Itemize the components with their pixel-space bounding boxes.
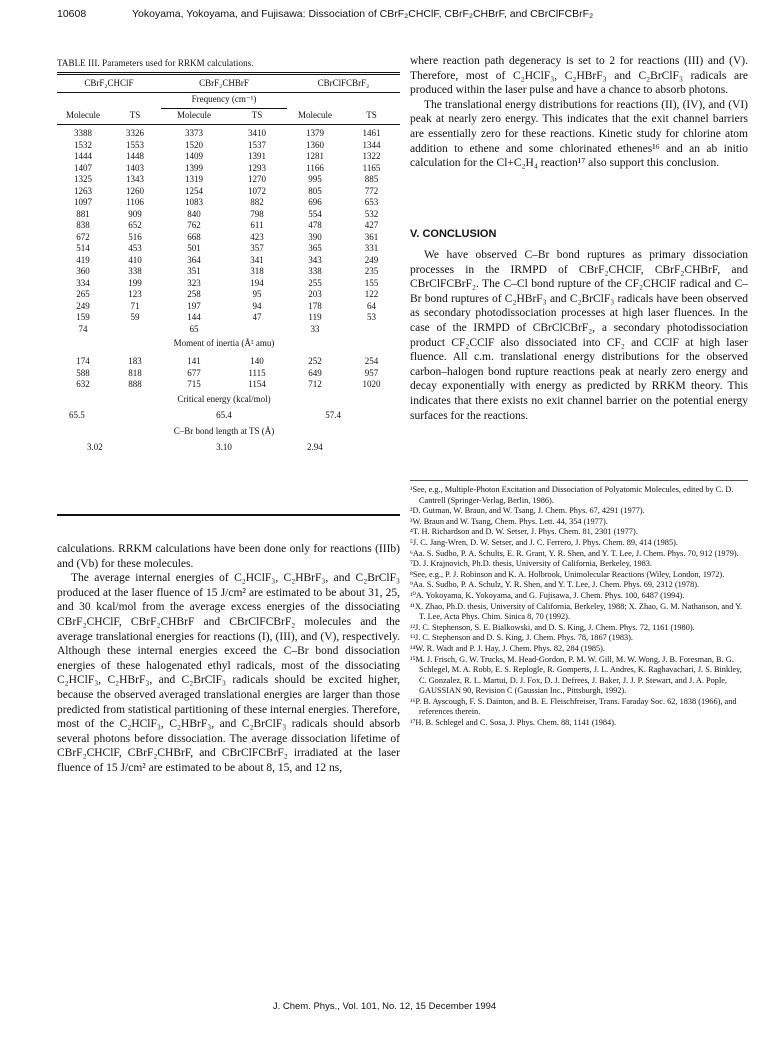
table-row <box>57 409 400 423</box>
frequency-value: 1293 <box>248 162 266 173</box>
frequency-value: 652 <box>128 220 142 230</box>
table-row <box>57 92 400 108</box>
critical-energy-value: 65.4 <box>216 409 232 420</box>
paragraph: where reaction path degeneracy is set to 2 for reactions (III) and (V). Therefore, most of C₂HClF₃, C₂HBrF₃ and C₂BrClF₃ radicals are produced within the laser pulse and have a chance to absorb photons. <box>410 55 748 97</box>
table-bottom-rule <box>57 514 400 516</box>
frequency-value: 360 <box>76 266 90 276</box>
table-caption: TABLE III. Parameters used for RRKM calculations. <box>57 58 254 68</box>
frequency-value: 885 <box>364 174 379 184</box>
frequency-value: 361 <box>364 231 379 242</box>
frequency-value: 203 <box>308 289 322 299</box>
frequency-value: 1097 <box>74 197 92 207</box>
reference-item: ⁹Aa. S. Sudbo, P. A. Schulz, Y. R. Shen, and Y. T. Lee, J. Chem. Phys. 69, 2312 (1978). <box>410 580 700 590</box>
inertia-value: 1115 <box>248 367 266 378</box>
frequency-value: 427 <box>364 220 379 230</box>
table-row <box>57 108 400 124</box>
frequency-value: 318 <box>250 266 264 276</box>
frequency-value: 122 <box>364 289 379 299</box>
frequency-value: 1409 <box>185 151 203 161</box>
table-row <box>57 379 400 391</box>
column-header: TS <box>227 108 287 124</box>
reference-item: ¹²J. C. Stephenson, S. E. Bialkowski, and D. S. King, J. Chem. Phys. 72, 1161 (1980). <box>410 622 695 632</box>
frequency-value: 1461 <box>362 128 381 138</box>
frequency-value: 1263 <box>74 185 92 196</box>
reference-item: ⁶Aa. S. Sudbo, P. A. Schults, E. R. Grant, Y. R. Shen, and Y. T. Lee, J. Chem. Phys. 70, 912 (1979). <box>410 548 739 558</box>
frequency-value: 882 <box>250 197 264 207</box>
page-number: 10608 <box>57 8 87 20</box>
frequency-value: 331 <box>364 243 379 253</box>
references-divider <box>410 480 748 481</box>
table-row <box>57 197 400 209</box>
table-row <box>57 140 400 152</box>
table-row <box>57 441 400 455</box>
frequency-value: 95 <box>252 289 262 299</box>
frequency-value <box>227 324 287 336</box>
frequency-value: 840 <box>187 208 201 219</box>
table-row <box>57 266 400 278</box>
table-row <box>57 423 400 441</box>
frequency-value: 1399 <box>185 162 203 173</box>
reference-item: ⁴T. H. Richardson and D. W. Setser, J. Phys. Chem. 81, 2301 (1977). <box>410 527 638 537</box>
frequency-value: 410 <box>128 254 142 265</box>
frequency-value: 611 <box>250 220 264 230</box>
frequency-value: 805 <box>308 185 322 196</box>
frequency-value: 1270 <box>248 174 266 184</box>
frequency-value: 419 <box>76 254 90 265</box>
section-heading: V. CONCLUSION <box>410 228 497 240</box>
frequency-value: 194 <box>250 277 264 288</box>
table-top-rule-2 <box>57 74 400 75</box>
frequency-value: 53 <box>367 312 376 322</box>
frequency-value: 995 <box>308 174 322 184</box>
rrkm-parameters-table <box>57 76 400 455</box>
table-row <box>57 128 400 140</box>
table-row <box>57 391 400 409</box>
paragraph: The translational energy distributions for reactions (II), (IV), and (VI) peak at nearly zero energy. This indicates that the exit channel barriers are essentially zero for these reactions. Kinetic study for chlorine atom addition to ethene and some chlorinated ethenes¹⁶ and an ab initio calculation for the Cl+C₂H₄ reaction¹⁷ also support this conclusion. <box>410 98 748 170</box>
inertia-value: 888 <box>128 379 142 389</box>
frequency-value: 1553 <box>126 139 144 150</box>
frequency-value: 74 <box>78 323 88 334</box>
frequency-value: 258 <box>187 289 201 299</box>
frequency-value: 338 <box>128 266 142 276</box>
critical-energy-value: 65.5 <box>69 409 85 420</box>
table-row <box>57 335 400 353</box>
table-cell <box>287 423 400 441</box>
frequency-value: 772 <box>364 185 379 196</box>
frequency-value: 532 <box>364 208 379 219</box>
inertia-value: 818 <box>128 367 142 378</box>
frequency-value: 59 <box>130 312 140 322</box>
inertia-value: 1020 <box>362 379 381 389</box>
frequency-value <box>343 324 400 336</box>
left-column-text <box>57 542 400 776</box>
table-cell <box>287 391 400 409</box>
table-cell <box>57 92 161 108</box>
inertia-value: 141 <box>187 356 201 366</box>
frequency-value: 1403 <box>126 162 144 173</box>
right-column-text <box>410 54 748 171</box>
frequency-header: Frequency (cm⁻¹) <box>161 92 287 108</box>
frequency-value: 255 <box>308 277 322 288</box>
frequency-value: 197 <box>187 300 201 311</box>
frequency-value: 265 <box>76 289 90 299</box>
table-cell <box>109 409 161 423</box>
frequency-value: 1444 <box>74 151 92 161</box>
reference-item: ¹¹X. Zhao, Ph.D. thesis, University of California, Berkeley, 1988; X. Zhao, G. M. Nathanson, and Y. T. Lee, Acta Phys. Chim. Sinica 8, 70 (1992). <box>410 601 743 622</box>
frequency-value: 1072 <box>248 185 266 196</box>
reference-item: ¹See, e.g., Multiple-Photon Excitation and Dissociation of Polyatomic Molecules, edited by C. D. Cantrell (Springer-Verlag, Berlin, 1986). <box>410 485 734 505</box>
frequency-value: 668 <box>187 231 201 242</box>
table-row <box>57 301 400 313</box>
table-row <box>57 255 400 267</box>
frequency-value: 65 <box>189 323 199 334</box>
molecule-header: CBrF₂CHBrF <box>161 76 287 92</box>
reference-item: ⁷D. J. Krajnovich, Ph.D. thesis, University of California, Berkeley, 1983. <box>410 559 653 569</box>
reference-item: ⁵J. C. Jang-Wren, D. W. Setser, and J. C. Ferrero, J. Phys. Chem. 89, 414 (1985). <box>410 537 678 547</box>
table-row <box>57 324 400 336</box>
frequency-value: 881 <box>76 208 90 219</box>
frequency-value: 909 <box>128 208 142 219</box>
frequency-value: 199 <box>128 277 142 288</box>
frequency-value: 1166 <box>306 162 324 173</box>
inertia-value: 588 <box>76 367 90 378</box>
frequency-value: 334 <box>76 277 90 288</box>
inertia-value: 140 <box>250 356 264 366</box>
bond-length-value: 3.10 <box>216 441 232 452</box>
frequency-value: 1325 <box>74 174 92 184</box>
frequency-value: 343 <box>308 254 322 265</box>
table-row <box>57 151 400 163</box>
molecule-header: CBrClFCBrF₂ <box>287 76 400 92</box>
frequency-value: 1360 <box>306 139 324 150</box>
inertia-value: 715 <box>187 379 201 389</box>
table-row <box>57 289 400 301</box>
reference-item: ¹³J. C. Stephenson and D. S. King, J. Chem. Phys. 78, 1867 (1983). <box>410 633 634 643</box>
table-row <box>57 163 400 175</box>
frequency-value: 94 <box>252 300 262 311</box>
reference-item: ³W. Braun and W. Tsang, Chem. Phys. Lett. 44, 354 (1977). <box>410 516 608 526</box>
frequency-value: 235 <box>364 266 379 276</box>
inertia-value: 677 <box>187 367 201 378</box>
frequency-value: 323 <box>187 277 201 288</box>
frequency-value: 762 <box>187 220 201 230</box>
frequency-value: 338 <box>308 266 322 276</box>
table-top-rule <box>57 72 400 73</box>
table-row <box>57 368 400 380</box>
reference-item: ¹⁶P. B. Ayscough, F. S. Dainton, and B. E. Fleischfreiser, Trans. Faraday Soc. 62, 1838 (1966), and references therein. <box>410 696 737 717</box>
frequency-value: 798 <box>250 208 264 219</box>
bond-length-header: C–Br bond length at TS (Å) <box>173 425 275 436</box>
frequency-value: 1106 <box>126 197 144 207</box>
frequency-value: 365 <box>308 243 322 253</box>
reference-item: ¹⁷H. B. Schlegel and C. Sosa, J. Phys. Chem. 88, 1141 (1984). <box>410 718 617 728</box>
frequency-value: 249 <box>76 300 90 311</box>
inertia-value: 712 <box>308 379 322 389</box>
frequency-value: 33 <box>310 323 320 334</box>
conclusion-text <box>410 248 748 423</box>
frequency-value: 516 <box>128 231 142 242</box>
table-row <box>57 220 400 232</box>
table-row <box>57 243 400 255</box>
references <box>410 480 748 729</box>
paragraph: We have observed C–Br bond ruptures as primary dissociation processes in the IRMPD of CBrF₂CHClF, CBrF₂CHBrF, and CBrClFCBrF₂. The C–Cl bond rupture of the CF₂CHClF radical and C–Br bond ruptures of C₂HBrF₃ and C₂BrClF₃ radicals have been observed as secondary photodissociation processes at high laser fluences. In the case of the IRMPD of CBrClCBrF₂, a secondary photodissociation product CF₂CClF also dissociated into CF₂ and CClF at high laser fluence. All c.m. translational energy distributions for the observed carbon–halogen bond rupture reactions peak at nearly zero energy and decay exponentially with energy as predicted by RRKM theory. This indicates that there exists no exit channel barrier on the potential energy surfaces for the reactions. <box>410 249 748 422</box>
frequency-value: 1322 <box>362 151 381 161</box>
inertia-value: 174 <box>76 356 90 366</box>
critical-energy-header: Critical energy (kcal/mol) <box>177 393 271 404</box>
frequency-value: 64 <box>367 300 376 311</box>
frequency-value: 144 <box>187 312 201 322</box>
frequency-value: 672 <box>76 231 90 242</box>
frequency-value: 357 <box>250 243 264 253</box>
bond-length-value: 3.02 <box>87 441 103 452</box>
reference-item: ²D. Gutman, W. Braun, and W. Tsang, J. Chem. Phys. 67, 4291 (1977). <box>410 506 645 516</box>
column-header: Molecule <box>57 108 109 124</box>
frequency-value: 155 <box>364 277 379 288</box>
frequency-value: 178 <box>308 300 322 311</box>
frequency-value: 47 <box>252 312 262 322</box>
frequency-value: 1520 <box>185 139 203 150</box>
frequency-value: 838 <box>76 220 90 230</box>
frequency-value: 1407 <box>74 162 92 173</box>
column-header: Molecule <box>287 108 343 124</box>
frequency-value: 71 <box>130 300 140 311</box>
running-title: Yokoyama, Yokoyama, and Fujisawa: Dissociation of CBrF₂CHClF, CBrF₂CHBrF, and CBrClFCBrF₂ <box>132 8 594 20</box>
frequency-value: 341 <box>250 254 264 265</box>
table-cell <box>57 391 161 409</box>
table-cell <box>57 423 161 441</box>
paragraph: The average internal energies of C₂HClF₃, C₂HBrF₃, and C₂BrClF₃ produced at the laser fluence of 15 J/cm² are estimated to be about 31, 25, and 30 kcal/mol from the average excess energies of the dissociating CBrF₂CHClF, CBrF₂CHBrF and CBrClFCBrF₂ molecules and the average translational energies for reactions (I), (III), and (V), respectively. Although these internal energies exceed the C–Br bond dissociation energies of these halogenated ethyl radicals, most of the dissociating C₂HClF₃, C₂HBrF₃, and C₂BrClF₃ radicals should be excited higher, because the observed averaged translational energies are larger than those predicted from statistical partitioning of these internal energies. Therefore, most of the C₂HClF₃, C₂HBrF₃, and C₂BrClF₃ radicals should absorb several photons before dissociation. The average dissociation lifetime of CBrF₂CHClF, CBrF₂CHBrF, and CBrClFCBrF₂ irradiated at the laser fluence of 15 J/cm² are estimated to be about 8, 15, and 12 ns, <box>57 572 400 774</box>
reference-item: ⁸See, e.g., P. J. Robinson and K. A. Holbrook, Unimolecular Reactions (Wiley, London, 1972). <box>410 569 725 579</box>
frequency-value: 3410 <box>248 128 266 138</box>
critical-energy-value: 57.4 <box>325 409 341 420</box>
frequency-value: 696 <box>308 197 322 207</box>
frequency-value: 123 <box>128 289 142 299</box>
inertia-value: 252 <box>308 356 322 366</box>
frequency-value: 1083 <box>185 197 203 207</box>
table-row <box>57 186 400 198</box>
table-row <box>57 174 400 186</box>
inertia-value: 183 <box>128 356 142 366</box>
page-footer: J. Chem. Phys., Vol. 101, No. 12, 15 December 1994 <box>272 1001 497 1012</box>
table-cell <box>343 409 400 423</box>
frequency-value: 423 <box>250 231 264 242</box>
table-row <box>57 232 400 244</box>
frequency-value: 119 <box>308 312 322 322</box>
column-header: Molecule <box>161 108 227 124</box>
frequency-value: 1254 <box>185 185 203 196</box>
inertia-value: 957 <box>364 367 379 378</box>
inertia-value: 649 <box>308 367 322 378</box>
inertia-value: 254 <box>364 356 379 366</box>
frequency-value <box>109 324 161 336</box>
inertia-value: 1154 <box>248 379 266 389</box>
column-header: TS <box>343 108 400 124</box>
table-row <box>57 76 400 92</box>
inertia-header: Moment of inertia (Å² amu) <box>173 338 275 349</box>
reference-item: ¹⁵M. J. Frisch, G. W. Trucks, M. Head-Gordon, P. M. W. Gill, M. W. Wong, J. B. Foresman, B. G. Schlegel, M. A. Robb, E. S. Replogle, R. Gomperts, J. L. Andres, K. Raghavachari, J. S. Binkley, C. Gonzalez, R. L. Martui, D. J. Fox, D. J. Defrees, J. Baker, J. J. P. Stewart, and J. A. Pople, GAUSSIAN 90, Revision C (Gaussian Inc., Pittsburgh, 1992). <box>410 654 742 696</box>
table-row <box>57 209 400 221</box>
table-row <box>57 312 400 324</box>
paragraph: calculations. RRKM calculations have been done only for reactions (IIIb) and (Vb) for these molecules. <box>57 543 400 570</box>
frequency-value: 249 <box>364 254 379 265</box>
frequency-value: 1165 <box>362 162 381 173</box>
frequency-value: 1391 <box>248 151 266 161</box>
frequency-value: 3388 <box>74 128 92 138</box>
frequency-value: 390 <box>308 231 322 242</box>
frequency-value: 1379 <box>306 128 324 138</box>
frequency-value: 1537 <box>248 139 266 150</box>
frequency-value: 159 <box>76 312 90 322</box>
bond-length-value: 2.94 <box>307 441 323 452</box>
frequency-value: 3326 <box>126 128 144 138</box>
frequency-value: 1532 <box>74 139 92 150</box>
frequency-value: 1448 <box>126 151 144 161</box>
table-cell <box>57 335 161 353</box>
table-cell <box>287 92 400 108</box>
frequency-value: 514 <box>76 243 90 253</box>
column-header: TS <box>109 108 161 124</box>
frequency-value: 1344 <box>362 139 381 150</box>
frequency-value: 351 <box>187 266 201 276</box>
frequency-value: 1343 <box>126 174 144 184</box>
frequency-value: 364 <box>187 254 201 265</box>
molecule-header: CBrF₂CHClF <box>57 76 161 92</box>
table-row <box>57 356 400 368</box>
frequency-value: 1281 <box>306 151 324 161</box>
frequency-value: 3373 <box>185 128 203 138</box>
frequency-value: 1260 <box>126 185 144 196</box>
frequency-value: 453 <box>128 243 142 253</box>
reference-item: ¹⁴W. R. Wadt and P. J. Hay, J. Chem. Phys. 82, 284 (1985). <box>410 643 606 653</box>
frequency-value: 501 <box>187 243 201 253</box>
frequency-value: 653 <box>364 197 379 207</box>
inertia-value: 632 <box>76 379 90 389</box>
reference-item: ¹⁰A. Yokoyama, K. Yokoyama, and G. Fujisawa, J. Chem. Phys. 100, 6487 (1994). <box>410 590 685 600</box>
table-cell <box>287 335 400 353</box>
frequency-value: 554 <box>308 208 322 219</box>
frequency-value: 1319 <box>185 174 203 184</box>
frequency-value: 478 <box>308 220 322 230</box>
table-row <box>57 278 400 290</box>
